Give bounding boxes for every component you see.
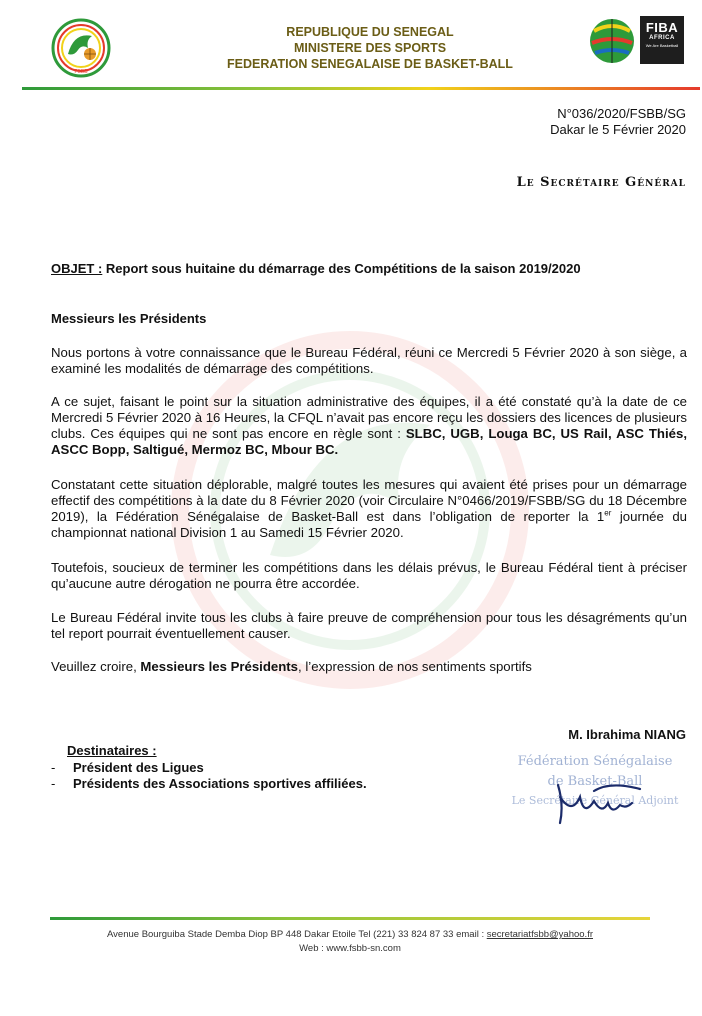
svg-text:de Basket-Ball: de Basket-Ball bbox=[547, 774, 643, 789]
reference-number: N°036/2020/FSBB/SG bbox=[557, 106, 686, 121]
closing-paragraph bbox=[51, 659, 687, 675]
fsbb-logo bbox=[48, 18, 114, 78]
paragraph-2-text: A ce sujet, faisant le point sur la situation administrative des équipes, il a été constaté qu’à la date de ce Mercredi 5 Février 2020 à 16 Heures, la CFQL n’avait pas encore reçu les dossiers des licences de plusieurs clubs. Ces équipes qui ne sont pas encore en règle sont : bbox=[51, 394, 687, 441]
paragraph-3 bbox=[51, 477, 687, 541]
recipients-title: Destinataires : bbox=[67, 743, 157, 758]
official-stamp-signature bbox=[500, 745, 690, 835]
header-line-federation: FEDERATION SENEGALAISE DE BASKET-BALL bbox=[227, 57, 513, 71]
globe-basketball-icon bbox=[586, 16, 638, 66]
svg-text:FSBB: FSBB bbox=[74, 69, 88, 75]
letterhead bbox=[150, 24, 590, 72]
svg-text:Le Secrétaire Général Adjoint: Le Secrétaire Général Adjoint bbox=[511, 794, 679, 807]
club-list: SLBC, UGB, Louga BC, US Rail, ASC Thiés, ASCC Bopp, Saltigué, Mermoz BC, Mbour BC. bbox=[51, 426, 687, 457]
reference-block bbox=[550, 106, 686, 138]
list-dash: - bbox=[51, 776, 56, 791]
paragraph-1: Nous portons à votre connaissance que le Bureau Fédéral, réuni ce Mercredi 5 Février 2020 à son siège, a examiné les modalités de démarrage des compétitions. bbox=[51, 345, 687, 376]
header-line-republic: REPUBLIQUE DU SENEGAL bbox=[286, 25, 454, 39]
recipient-label: Président des Ligues bbox=[73, 760, 204, 775]
subject-label: OBJET : bbox=[51, 261, 103, 276]
paragraph-5: Le Bureau Fédéral invite tous les clubs à faire preuve de compréhension pour tous les désagréments qu’un tel report pourrait éventuellement causer. bbox=[51, 610, 687, 641]
recipient-item bbox=[51, 776, 367, 792]
subject-text: Report sous huitaine du démarrage des Compétitions de la saison 2019/2020 bbox=[102, 261, 581, 276]
closing-text-b: , l’expression de nos sentiments sportifs bbox=[298, 659, 532, 674]
fiba-slogan: We Are Basketball bbox=[645, 43, 679, 48]
footer-address-line bbox=[50, 928, 650, 942]
signer-name: M. Ibrahima NIANG bbox=[568, 727, 686, 742]
closing-text-a: Veuillez croire, bbox=[51, 659, 141, 674]
email-link[interactable]: secretariatfsbb@yahoo.fr bbox=[486, 929, 593, 940]
ordinal-suffix: er bbox=[604, 508, 612, 518]
footer-address: Avenue Bourguiba Stade Demba Diop BP 448 Dakar Etoile Tel (221) 33 824 87 33 email : bbox=[107, 929, 487, 940]
subject-line bbox=[51, 261, 581, 276]
fiba-title: FIBA bbox=[645, 20, 679, 35]
recipient-label: Présidents des Associations sportives affiliées. bbox=[73, 776, 367, 791]
paragraph-2 bbox=[51, 394, 687, 458]
fiba-logo bbox=[640, 16, 684, 64]
header-divider bbox=[22, 87, 700, 90]
recipients-list bbox=[51, 760, 367, 792]
fiba-region: AFRICA bbox=[649, 35, 675, 41]
list-dash: - bbox=[51, 760, 56, 775]
footer-divider bbox=[50, 917, 650, 920]
svg-text:Fédération Sénégalaise: Fédération Sénégalaise bbox=[517, 754, 673, 769]
recipient-item bbox=[51, 760, 367, 776]
website-link[interactable]: Web : www.fsbb-sn.com bbox=[299, 943, 401, 954]
place-date: Dakar le 5 Février 2020 bbox=[550, 122, 686, 137]
footer bbox=[50, 928, 650, 956]
closing-addressee: Messieurs les Présidents bbox=[140, 659, 299, 674]
paragraph-3-text-a: Constatant cette situation déplorable, malgré toutes les mesures qui avaient été prises pour un démarrage effectif des compétitions à la date du 8 Février 2020 (voir Circulaire N°0466/2019/FSBB/SG du 18 Décembre 2019), la Fédération Sénégalaise de Basket-Ball est dans l’obligation de reporter la 1 bbox=[51, 477, 687, 524]
header-line-ministry: MINISTERE DES SPORTS bbox=[293, 41, 447, 55]
paragraph-4: Toutefois, soucieux de terminer les compétitions dans les délais prévus, le Bureau Fédéral tient à préciser qu’aucune autre dérogation ne pourra être accordée. bbox=[51, 560, 687, 591]
salutation: Messieurs les Présidents bbox=[51, 311, 207, 326]
paragraph-3-text-b: journée du championnat national Division 1 au Samedi 15 Février 2020. bbox=[51, 509, 687, 540]
author-title: Le Secrétaire Général bbox=[516, 175, 686, 190]
